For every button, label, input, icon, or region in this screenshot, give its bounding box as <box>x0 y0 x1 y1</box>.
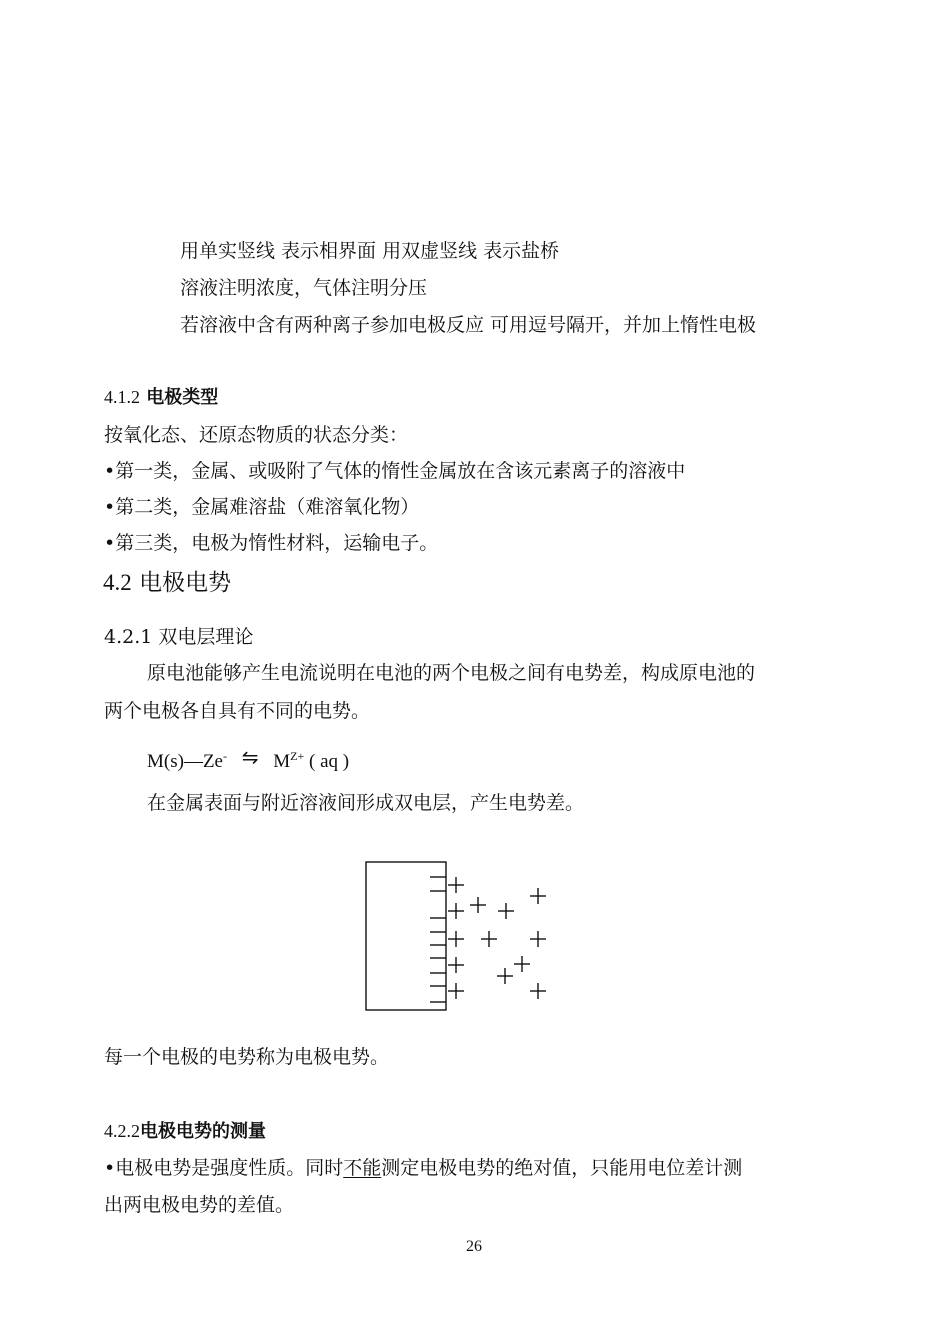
equation-state: ( aq ) <box>309 751 350 772</box>
section-heading-4-2 <box>103 569 231 598</box>
positive-charge-mark <box>448 931 464 947</box>
equilibrium-arrow-icon: ⇋ <box>241 747 259 769</box>
positive-charge-mark <box>470 897 486 913</box>
equation-left: M(s)—Ze <box>147 751 223 772</box>
metal-electrode <box>366 862 446 1010</box>
paragraph-line: 原电池能够产生电流说明在电池的两个电极之间有电势差，构成原电池的 <box>147 662 756 684</box>
paragraph-line: 两个电极各自具有不同的电势。 <box>104 700 371 722</box>
equation-charge-sup: Z+ <box>290 749 305 763</box>
section-title: 电极电势的测量 <box>140 1121 266 1142</box>
list-item: •第一类，金属、或吸附了气体的惰性金属放在含该元素离子的溶液中 <box>104 460 686 482</box>
section-number: 4.2 <box>103 570 132 595</box>
equation-right: M <box>273 751 291 772</box>
positive-charge-mark <box>498 903 514 919</box>
notation-line-1: 用单实竖线 表示相界面 用双虚竖线 表示盐桥 <box>180 240 560 262</box>
section-heading-4-2-2 <box>104 1121 266 1143</box>
emphasis-underlined: 不能 <box>343 1157 382 1179</box>
positive-charge-mark <box>448 983 464 999</box>
positive-charge-mark <box>530 931 546 947</box>
list-item: •第三类，电极为惰性材料，运输电子。 <box>104 532 439 554</box>
electrode-negative-charges <box>430 877 446 1002</box>
text-span: 测定电极电势的绝对值，只能用电位差计测 <box>381 1157 743 1179</box>
positive-charge-mark <box>530 983 546 999</box>
section-title: 电极电势 <box>139 570 232 596</box>
section-number: 4.2.2 <box>104 1121 140 1141</box>
positive-charge-mark <box>514 956 530 972</box>
list-item: •第二类，金属难溶盐（难溶氧化物） <box>104 496 420 518</box>
text-span: •电极电势是强度性质。同时 <box>104 1157 344 1179</box>
positive-charge-mark <box>448 957 464 973</box>
section-heading-4-2-1: 4.2.1 双电层理论 <box>104 626 254 648</box>
double-layer-diagram <box>360 855 560 1015</box>
paragraph-line: 每一个电极的电势称为电极电势。 <box>104 1046 390 1068</box>
page-number: 26 <box>466 1238 482 1255</box>
section-number: 4.1.2 <box>104 387 140 407</box>
paragraph-line: 在金属表面与附近溶液间形成双电层，产生电势差。 <box>147 792 585 814</box>
positive-charge-mark <box>481 931 497 947</box>
electrode-equation <box>147 746 349 774</box>
section-title: 电极类型 <box>146 387 219 408</box>
classification-intro: 按氧化态、还原态物质的状态分类： <box>104 424 409 446</box>
positive-charge-mark <box>497 968 513 984</box>
positive-charge-mark <box>448 877 464 893</box>
positive-charge-mark <box>530 888 546 904</box>
equation-electron-sup: - <box>222 749 227 763</box>
paragraph-line: 出两电极电势的差值。 <box>104 1194 295 1216</box>
paragraph-line <box>104 1157 742 1180</box>
solution-positive-ions <box>448 877 546 999</box>
positive-charge-mark <box>448 903 464 919</box>
notation-line-3: 若溶液中含有两种离子参加电极反应 可用逗号隔开，并加上惰性电极 <box>180 314 757 336</box>
notation-line-2: 溶液注明浓度，气体注明分压 <box>180 277 428 299</box>
section-heading-4-1-2 <box>104 387 218 409</box>
